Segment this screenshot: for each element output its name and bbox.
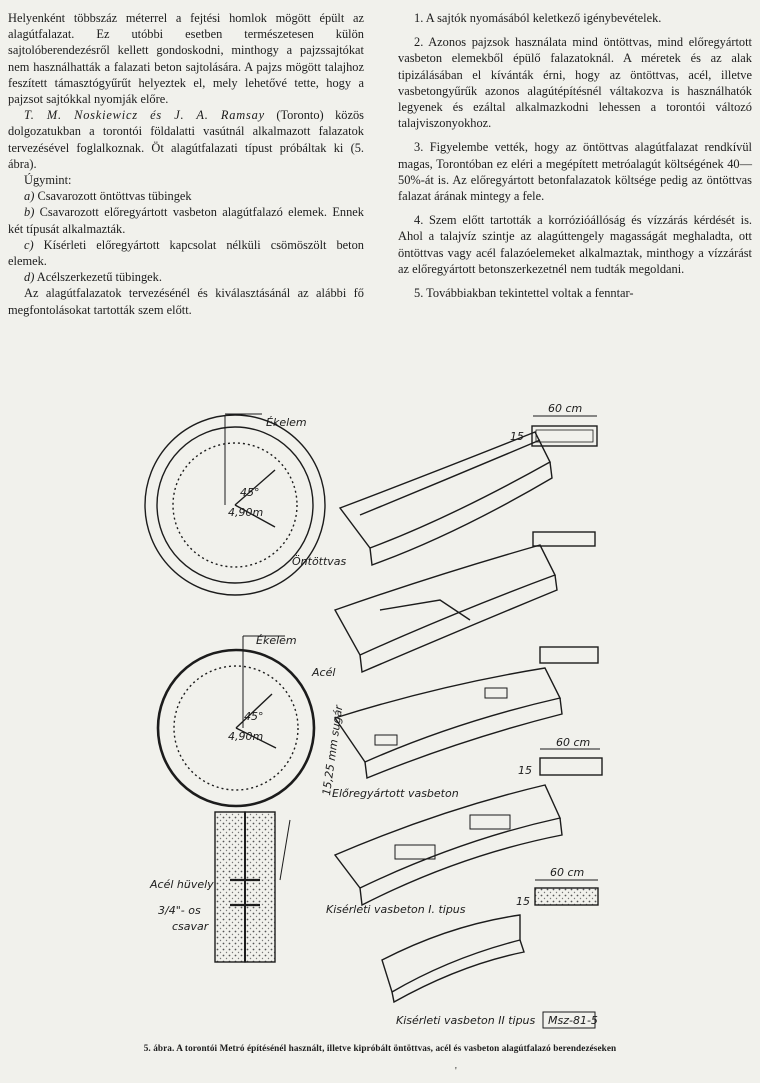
list-item <box>8 204 364 236</box>
steel-ring-diagram <box>158 636 314 806</box>
list-mark: b) <box>24 205 35 220</box>
paragraph-text: (Toronto) közös dolgozatukban a torontói földalatti vasútnál alkalmazott falazatok tervezésével foglalkoznak. Öt alagútfalazati típust próbáltak ki (5. ábra). <box>8 108 364 171</box>
figure-drawing <box>120 398 750 1038</box>
label-radius-top: 4,90m <box>228 506 264 519</box>
label-angle-top: 45° <box>240 486 260 499</box>
list-mark: d) <box>24 270 35 285</box>
label-ekelem-mid: Ékelem <box>256 634 297 647</box>
cross-section-3 <box>540 749 602 775</box>
list-item <box>8 237 364 269</box>
author-names: T. M. Noskiewicz és J. A. Ramsay <box>24 108 265 123</box>
left-text-column <box>8 10 364 318</box>
steel-segment <box>335 545 557 672</box>
list-item-text: Csavarozott előregyártott vasbeton alagútfalazó elemek. Ennek két típusát alkalmazták. <box>8 205 364 236</box>
experimental-type-1-segment <box>335 785 562 905</box>
label-acel: Acél <box>312 666 336 679</box>
experimental-type-2-segment <box>382 915 524 1002</box>
list-item-text: Acélszerkezetű tübingek. <box>36 270 162 285</box>
cross-section-4 <box>535 880 598 905</box>
list-item-text: Kísérleti előregyártott kapcsolat nélküli csömöszölt beton elemek. <box>8 237 364 269</box>
paragraph: 5. Továbbiakban tekintettel voltak a fenntar- <box>414 286 634 301</box>
label-angle-mid: 45° <box>244 710 264 723</box>
paragraph: 3. Figyelembe vették, hogy az öntöttvas alagútfalazat rendkívül magas, Torontóban ez eléri a megépített metróalagút költségének 40—50%-át is. Az előregyártott betonfalazatok költsége pedig az öntöttvas falazat árának mintegy a fele. <box>398 140 752 204</box>
figure-5 <box>120 398 750 1038</box>
label-ontottvas: Öntöttvas <box>292 555 347 568</box>
label-60cm-2: 60 cm <box>556 736 591 749</box>
label-eloregyartott: Előregyártott vasbeton <box>332 787 459 800</box>
paragraph: Helyenként többszáz méterrel a fejtési homlok mögött épült az alagútfalazat. Ez utóbbi esetben természetesen külön sajtolóberendezésről kellett gondoskodni, minthogy a pajzssajtókat nem használhatták a falazati beton sajtolására. A pajzs mögött talajhoz feszített támasztógyűrűt helyeztek el, mely lehetővé tette, hogy a pajzsot sajtókkal nyomják előre. <box>8 11 364 107</box>
label-60cm-1: 60 cm <box>548 402 583 415</box>
label-radius-mid: 4,90m <box>228 730 264 743</box>
label-kiserleti-2: Kisérleti vasbeton II tipus <box>396 1014 536 1027</box>
figure-caption: 5. ábra. A torontói Metró építésénél használt, illetve kipróbált öntöttvas, acél és vasbeton alagútfalazó berendezéseken <box>143 1043 617 1053</box>
label-kiserleti-1: Kisérleti vasbeton I. tipus <box>326 903 466 916</box>
list-mark: c) <box>24 237 34 252</box>
paragraph: 2. Azonos pajzsok használata mind öntöttvas, mind előregyártott vasbeton elemekből épülő falazatoknál. A méretek és az alak tipizálásában el kívánták érni, hogy az öntöttvas, acél, illetve vasbetongyűrűk azonos alagútépítésnél váltakozva is használhatók legyenek és ezáltal alkalmazkodni lehessen a torontói változó talajviszonyokhoz. <box>398 35 752 131</box>
label-60cm-3: 60 cm <box>550 866 585 879</box>
paragraph: Az alagútfalazatok tervezésénél és kiválasztásánál az alábbi fő megfontolásokat tartották szem előtt. <box>8 286 364 317</box>
cast-iron-segment <box>340 432 552 565</box>
page-mark: ' <box>455 1066 457 1077</box>
paragraph: 4. Szem előtt tartották a korrózióállóság és vízzárás kérdését is. Ahol a talajvíz szintje az alagúttengely magasságát meghaladta, ott öntöttvas vagy acél falazóelemeket alkalmaztak, minthogy a vízzárást az előregyártott betonszerkezetnél nem tudták megoldani. <box>398 213 752 276</box>
paragraph: Úgymint: <box>24 173 72 188</box>
label-acel-huvely: Acél hüvely <box>150 878 214 891</box>
right-text-column <box>398 10 752 301</box>
cross-section-steel <box>533 532 595 546</box>
label-15-1: 15 <box>510 430 524 443</box>
list-item-text: Csavarozott öntöttvas tübingek <box>37 189 192 204</box>
precast-concrete-segment <box>335 668 562 778</box>
label-15-2: 15 <box>518 764 532 777</box>
label-csavar: csavar <box>172 920 209 933</box>
label-msz: Msz-81-5 <box>548 1014 598 1027</box>
bolt-joint-detail <box>215 812 290 962</box>
label-radius-note: 15,25 mm sugár <box>319 704 346 797</box>
paragraph-authors <box>8 107 364 172</box>
list-item <box>8 269 364 285</box>
label-15-3: 15 <box>516 895 530 908</box>
list-item <box>8 188 364 204</box>
paragraph: 1. A sajtók nyomásából keletkező igénybevételek. <box>414 11 662 25</box>
label-csavar-size: 3/4"- os <box>158 904 201 917</box>
label-ekelem-top: Ékelem <box>266 416 307 429</box>
list-mark: a) <box>24 189 35 204</box>
cross-section-1 <box>532 416 597 446</box>
cross-section-2 <box>540 647 598 663</box>
